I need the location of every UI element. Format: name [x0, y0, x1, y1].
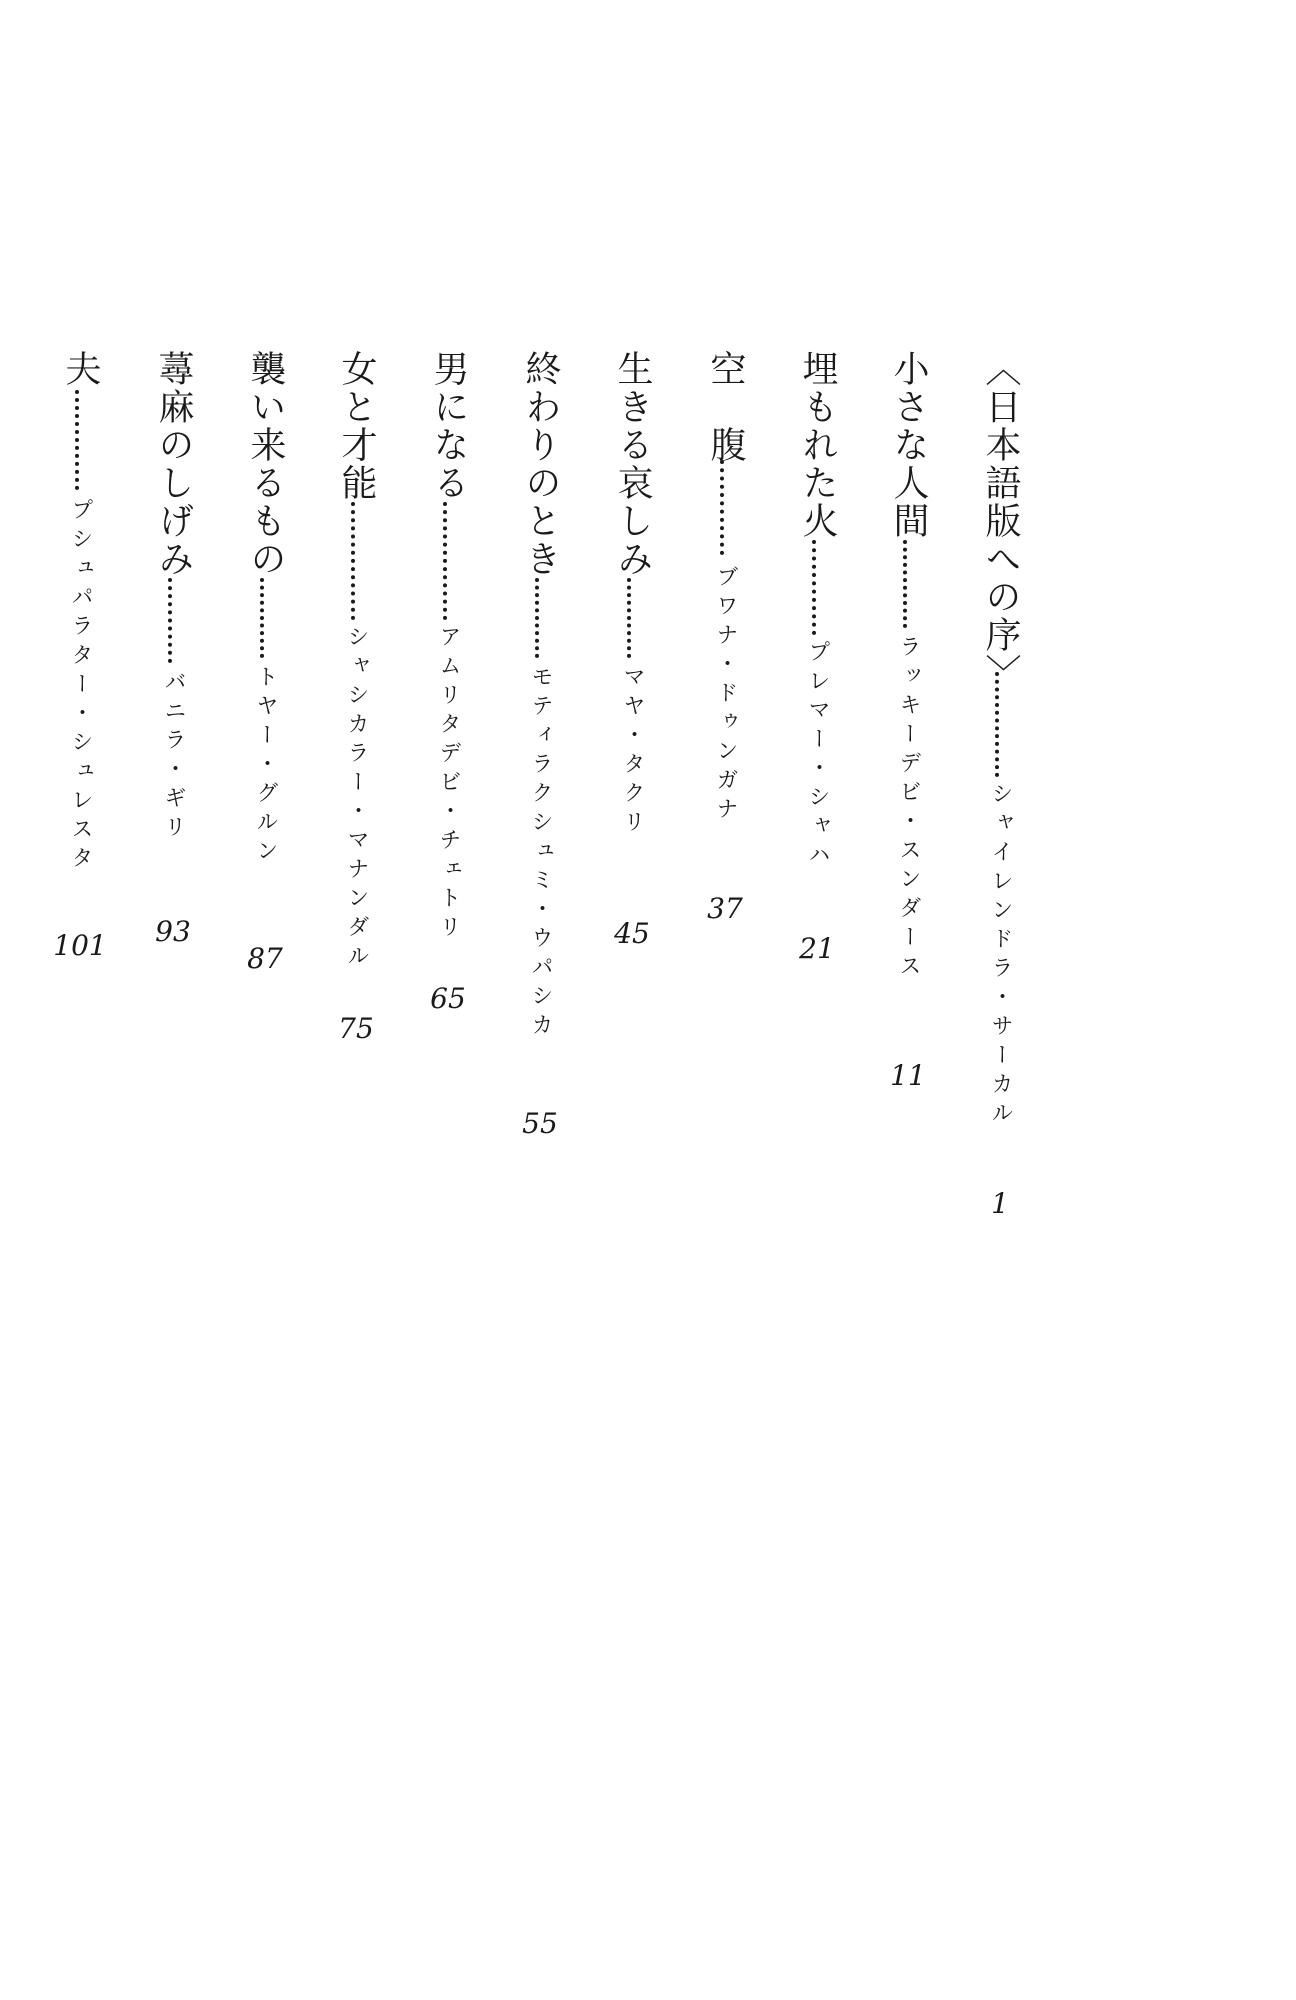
- dot-leader: [443, 502, 453, 620]
- toc-title: 空 腹: [705, 350, 746, 464]
- toc-author: ブワナ・ドゥンガナ: [713, 565, 738, 826]
- toc-page-number: 21: [799, 932, 835, 965]
- toc-author: トヤー・グルン: [253, 665, 278, 868]
- toc-entry[interactable]: [878, 350, 938, 1090]
- toc-entry[interactable]: [235, 350, 295, 980]
- toc-entry[interactable]: [510, 350, 570, 1140]
- dot-leader: [720, 460, 730, 555]
- toc-author: シャシカラー・マナンダル: [344, 625, 369, 973]
- toc-title: 〈日本語版への序〉: [980, 350, 1021, 692]
- toc-entry[interactable]: [143, 350, 203, 950]
- toc-author: モティラクシュミ・ウパシカ: [528, 665, 553, 1042]
- dot-leader: [351, 502, 361, 620]
- toc-title: 女と才能: [336, 350, 377, 502]
- toc-page-number: 1: [991, 1187, 1009, 1220]
- toc-title: 埋もれた火: [797, 350, 838, 540]
- toc-page-number: 87: [247, 942, 283, 975]
- toc-entry[interactable]: [695, 350, 755, 950]
- toc-author: シャイレンドラ・サーカル: [988, 782, 1013, 1130]
- toc-entry[interactable]: [418, 350, 478, 1020]
- toc-title: 生きる哀しみ: [612, 350, 653, 578]
- dot-leader: [812, 540, 822, 635]
- toc-author: アムリタデビ・チェトリ: [436, 625, 461, 944]
- dot-leader: [903, 540, 913, 628]
- dot-leader: [995, 672, 1005, 777]
- toc-entry[interactable]: [602, 350, 662, 950]
- toc-page-number: 45: [614, 917, 650, 950]
- toc-page-number: 37: [707, 892, 743, 925]
- toc-title: 夫: [60, 350, 101, 388]
- dot-leader: [75, 390, 85, 490]
- dot-leader: [260, 578, 270, 658]
- toc-page-number: 55: [522, 1107, 558, 1140]
- toc-page-number: 11: [890, 1059, 926, 1092]
- toc-author: プレマー・シャハ: [805, 640, 830, 872]
- toc-entry[interactable]: [787, 350, 847, 970]
- dot-leader: [627, 578, 637, 658]
- toc-title: 男になる: [428, 350, 469, 502]
- toc-page-number: 65: [430, 982, 466, 1015]
- toc-title: 小さな人間: [888, 350, 929, 540]
- toc-author: プシュパラター・シュレスタ: [68, 498, 93, 875]
- toc-title: 蕁麻のしげみ: [153, 350, 194, 578]
- toc-page-number: 93: [155, 915, 191, 948]
- toc-page-number: 101: [53, 929, 107, 962]
- toc-author: マヤ・タクリ: [620, 665, 645, 839]
- toc-title: 襲い来るもの: [245, 350, 286, 578]
- toc-author: ラッキーデビ・スンダース: [896, 635, 921, 983]
- toc-page-number: 75: [338, 1012, 374, 1045]
- toc-entry-preface[interactable]: [970, 350, 1030, 1230]
- toc-author: バニラ・ギリ: [161, 670, 186, 844]
- toc-entry[interactable]: [326, 350, 386, 1050]
- dot-leader: [168, 578, 178, 663]
- toc-entry[interactable]: [50, 350, 110, 960]
- dot-leader: [535, 578, 545, 658]
- toc-title: 終わりのとき: [520, 350, 561, 578]
